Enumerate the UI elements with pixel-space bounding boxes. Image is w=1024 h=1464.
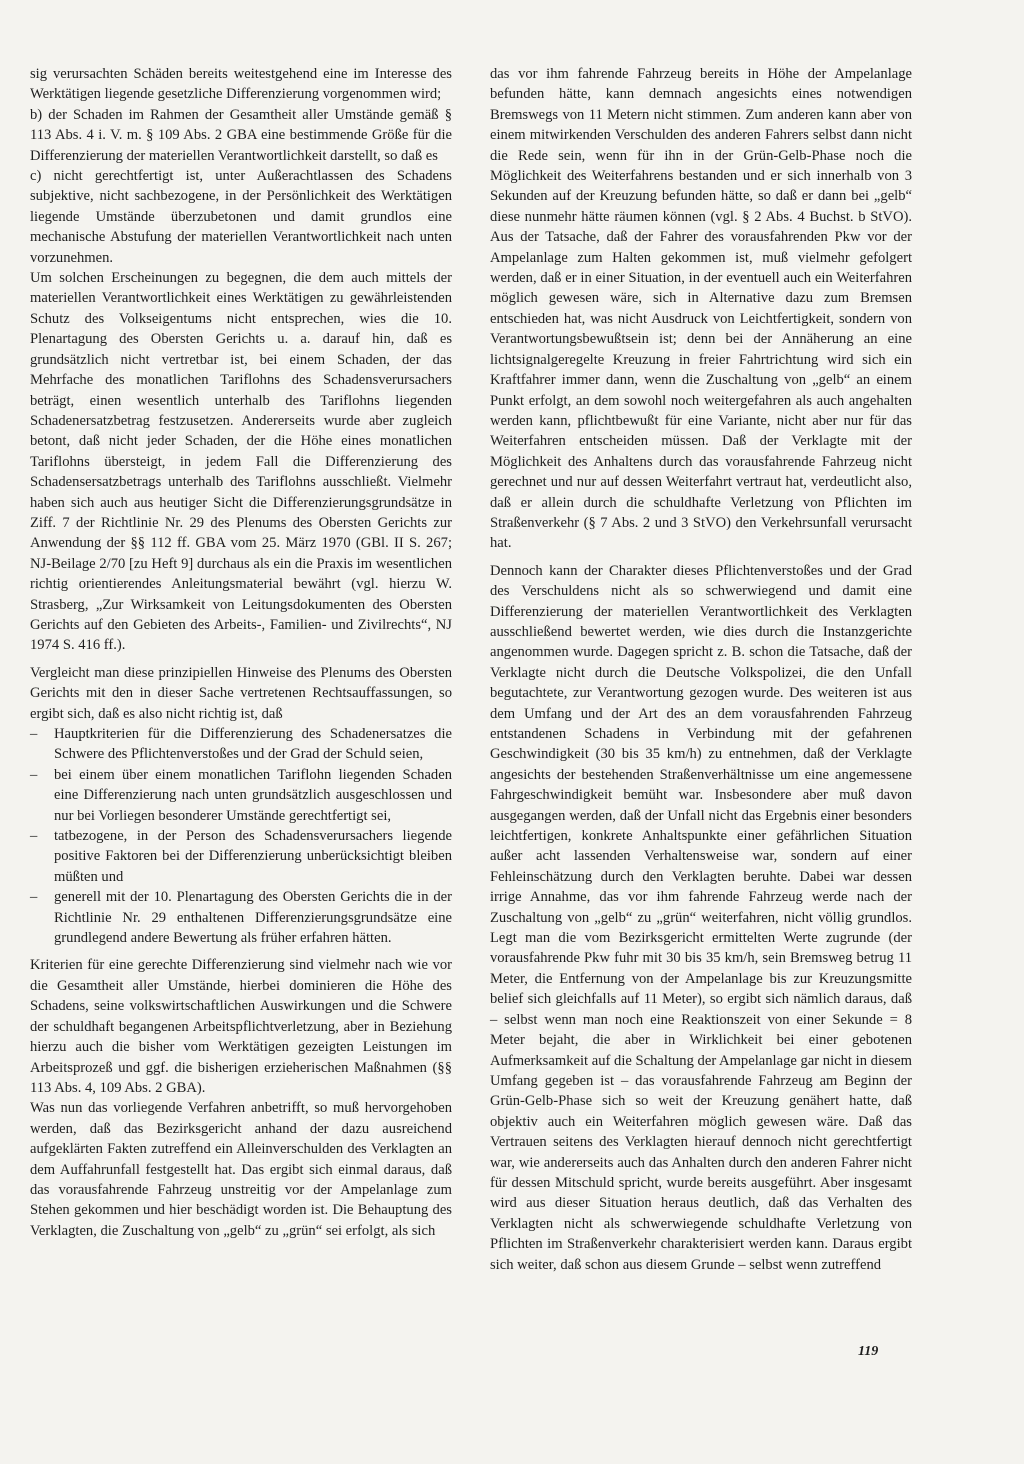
list-item: – tatbezogene, in der Person des Schadensverursachers liegende positive Faktoren bei der Differenzierung unberücksichtigt bleiben müßten und xyxy=(30,826,452,887)
page-number: 119 xyxy=(858,1344,879,1359)
criteria-list xyxy=(30,724,452,948)
paragraph: Was nun das vorliegende Verfahren anbetrifft, so muß hervorgehoben werden, daß das Bezirksgericht anhand der dazu ausreichend aufgeklärten Fakten zutreffend ein Alleinverschulden des Verklagten an dem Auffahrunfall festgestellt hat. Das ergibt sich einmal daraus, daß das vorausfahrende Fahrzeug unstreitig vor der Ampelanlage zum Stehen gekommen und hier beschädigt worden ist. Die Behauptung des Verklagten, die Zuschaltung von „gelb“ zu „grün“ sei erfolgt, als sich xyxy=(30,1100,452,1239)
list-item: – bei einem über einem monatlichen Tariflohn liegenden Schaden eine Differenzierung nach unten grundsätzlich ausgeschlossen und nur bei Vorliegen besonderer Umstände gerechtfertigt sei, xyxy=(30,765,452,826)
left-column xyxy=(30,64,452,1241)
paragraph: c) nicht gerechtfertigt ist, unter Außerachtlassen des Schadens subjektive, nicht sachbezogene, in der Persönlichkeit des Werktätigen liegende Umstände überzubetonen und damit grundlos eine mechanische Abstufung der materiellen Verantwortlichkeit nach unten vorzunehmen. xyxy=(30,168,452,266)
paragraph: Vergleicht man diese prinzipiellen Hinweise des Plenums des Obersten Gerichts mit den in dieser Sache vertretenen Rechtsauffassungen, so ergibt sich, daß es also nicht richtig ist, daß xyxy=(30,664,452,722)
paragraph: Kriterien für eine gerechte Differenzierung sind vielmehr nach wie vor die Gesamtheit aller Umstände, hierbei dominieren die Höhe des Schadens, seine volkswirtschaftlichen Auswirkungen und die Schwere der schuldhaft begangenen Arbeitspflichtverletzung, aber in Beziehung hierzu auch die bisher vom Werktätigen gezeigten Leistungen im Arbeitsprozeß und ggf. die bisherigen erzieherischen Maßnahmen (§§ 113 Abs. 4, 109 Abs. 2 GBA). xyxy=(30,957,452,1096)
list-item: – generell mit der 10. Plenartagung des Obersten Gerichts die in der Richtlinie Nr. 29 enthaltenen Differenzierungsgrundsätze eine grundlegend andere Bewertung als früher erfahren hätten. xyxy=(30,887,452,948)
paragraph: Dennoch kann der Charakter dieses Pflichtenverstoßes und der Grad des Verschuldens nicht als so schwerwiegend und damit eine Differenzierung der materiellen Verantwortlichkeit des Verklagten ausschließend bewertet werden, wie dies durch die Instanzgerichte angenommen wurde. Dagegen spricht z. B. schon die Tatsache, daß der Verklagte nicht durch die Deutsche Volkspolizei, die den Unfall begutachtete, zur Verantwortung gezogen wurde. Des weiteren ist aus dem Umfang und der Art des an dem vorausfahrenden Fahrzeug entstandenen Schadens in Verbindung mit der gefahrenen Geschwindigkeit (30 bis 35 km/h) zu entnehmen, daß der Verklagte angesichts der bestehenden Straßenverhältnisse um eine angemessene Fahrgeschwindigkeit bemüht war. Insbesondere aber muß davon ausgegangen werden, daß der Unfall nicht das Ergebnis einer besonders leichtfertigen, konkrete Anhaltspunkte einer gefährlichen Situation außer acht lassenden Verhaltensweise war, sondern auf einer Fehleinschätzung durch den Verklagten beruhte. Dabei war dessen irrige Annahme, das vor ihm fahrende Fahrzeug werde nach der Zuschaltung von „gelb“ zu „grün“ weiterfahren, nicht völlig grundlos. Legt man die vom Bezirksgericht ermittelten Werte zugrunde (der vorausfahrende Pkw fuhr mit 30 bis 35 km/h, sein Bremsweg betrug 11 Meter, die Entfernung von der Ampelanlage bis zur Kreuzungsmitte belief sich gleichfalls auf 11 Meter), so ergibt sich nämlich daraus, daß – selbst wenn man noch eine Reaktionszeit von einer Sekunde = 8 Meter bejaht, die aber in Wirklichkeit bei einer gebotenen Aufmerksamkeit auf die Schaltung der Ampelanlage gar nicht in diesem Umfang gegeben ist – das vorausfahrende Fahrzeug am Beginn der Grün-Gelb-Phase sich so weit der Kreuzung genähert hatte, daß objektiv auch ein Weiterfahren möglich gewesen wäre. Daß das Vertrauen seitens des Verklagten hierauf dennoch nicht gerechtfertigt war, wie andererseits auch das Anhalten durch den anderen Fahrer nicht für dessen Mitschuld spricht, wurde bereits ausgeführt. Aber insgesamt wird aus dieser Situation heraus deutlich, daß das Verhalten des Verklagten nicht als schwerwiegende schuldhafte Verletzung von Pflichten im Straßenverkehr charakterisiert werden kann. Daraus ergibt sich weiter, daß schon aus diesem Grunde – selbst wenn zutreffend xyxy=(490,562,912,1273)
paragraph: das vor ihm fahrende Fahrzeug bereits in Höhe der Ampelanlage befunden hätte, kann demnach angesichts eines notwendigen Bremswegs von 11 Metern nicht stimmen. Zum anderen kann aber von einem mitwirkenden Verschulden des anderen Fahrers selbst dann nicht die Rede sein, wenn für ihn in der Grün-Gelb-Phase noch die Möglichkeit des Weiterfahrens bestanden und er sich innerhalb von 3 Sekunden auf der Kreuzung befunden hätte, so daß er dann bei „gelb“ diese nunmehr hätte räumen können (vgl. § 2 Abs. 4 Buchst. b StVO). Aus der Tatsache, daß der Fahrer des vorausfahrenden Pkw vor der Ampelanlage zum Halten gekommen ist, muß vielmehr gefolgert werden, daß er in einer Situation, in der eventuell auch ein Weiterfahren möglich gewesen wäre, sich in Alternative dazu zum Bremsen entschieden hat, was nicht Ausdruck von Leichtfertigkeit, sondern von Verantwortungsbewußtsein ist; denn bei der Annäherung an eine lichtsignalgeregelte Kreuzung in freier Fahrtrichtung wird sich ein Kraftfahrer immer dann, wenn die Zuschaltung von „gelb“ an einem Punkt erfolgt, an dem sowohl noch weitergefahren als auch angehalten werden kann, pflichtbewußt für eine Variante, nicht aber nur für das Weiterfahren entscheiden müssen. Daß der Verklagte mit der Möglichkeit des Anhaltens durch das vorausfahrende Fahrzeug nicht gerechnet und nur auf dessen Weiterfahrt vertraut hat, verdeutlicht also, daß er allein durch die schuldhafte Verletzung von Pflichten im Straßenverkehr (§ 7 Abs. 2 und 3 StVO) den Verkehrsunfall verursacht hat. xyxy=(490,66,912,552)
right-column xyxy=(490,64,912,1275)
list-item: – Hauptkriterien für die Differenzierung des Schadenersatzes die Schwere des Pflichtenverstoßes und der Grad der Schuld seien, xyxy=(30,724,452,765)
paragraph: Um solchen Erscheinungen zu begegnen, die dem auch mittels der materiellen Verantwortlichkeit eines Werktätigen zu gewährleistenden Schutz des Volkseigentums nicht entsprechen, wies die 10. Plenartagung des Obersten Gerichts u. a. darauf hin, daß es grundsätzlich nicht vertretbar ist, bei einem Schaden, der das Mehrfache des monatlichen Tariflohns des Schadensverursachers beträgt, einen wesentlich unterhalb des Tariflohns liegenden Schadenersatzbetrag festzusetzen. Andererseits wurde aber zugleich betont, daß nicht jeder Schaden, der die Höhe eines monatlichen Tariflohns übersteigt, in jedem Fall die Differenzierung des Schadensersatzbetrags unterhalb des Tariflohns ausschließt. Vielmehr haben sich auch aus heutiger Sicht die Differenzierungsgrundsätze in Ziff. 7 der Richtlinie Nr. 29 des Plenums des Obersten Gerichts zur Anwendung der §§ 112 ff. GBA vom 25. März 1970 (GBl. II S. 267; NJ-Beilage 2/70 [zu Heft 9] durchaus als ein die Praxis im wesentlichen richtig orientierendes Anleitungsmaterial bewährt (vgl. hierzu W. Strasberg, „Zur Wirksamkeit von Leitungsdokumenten des Obersten Gerichts auf den Gebieten des Arbeits-, Familien- und Zivilrechts“, NJ 1974 S. 416 ff.). xyxy=(30,270,452,654)
paragraph: sig verursachten Schäden bereits weitestgehend eine im Interesse des Werktätigen liegende gesetzliche Differenzierung vorgenommen wird; xyxy=(30,66,452,103)
paragraph: b) der Schaden im Rahmen der Gesamtheit aller Umstände gemäß § 113 Abs. 4 i. V. m. § 109 Abs. 2 GBA eine bestimmende Größe für die Differenzierung der materiellen Verantwortlichkeit darstellt, so daß es xyxy=(30,106,452,164)
